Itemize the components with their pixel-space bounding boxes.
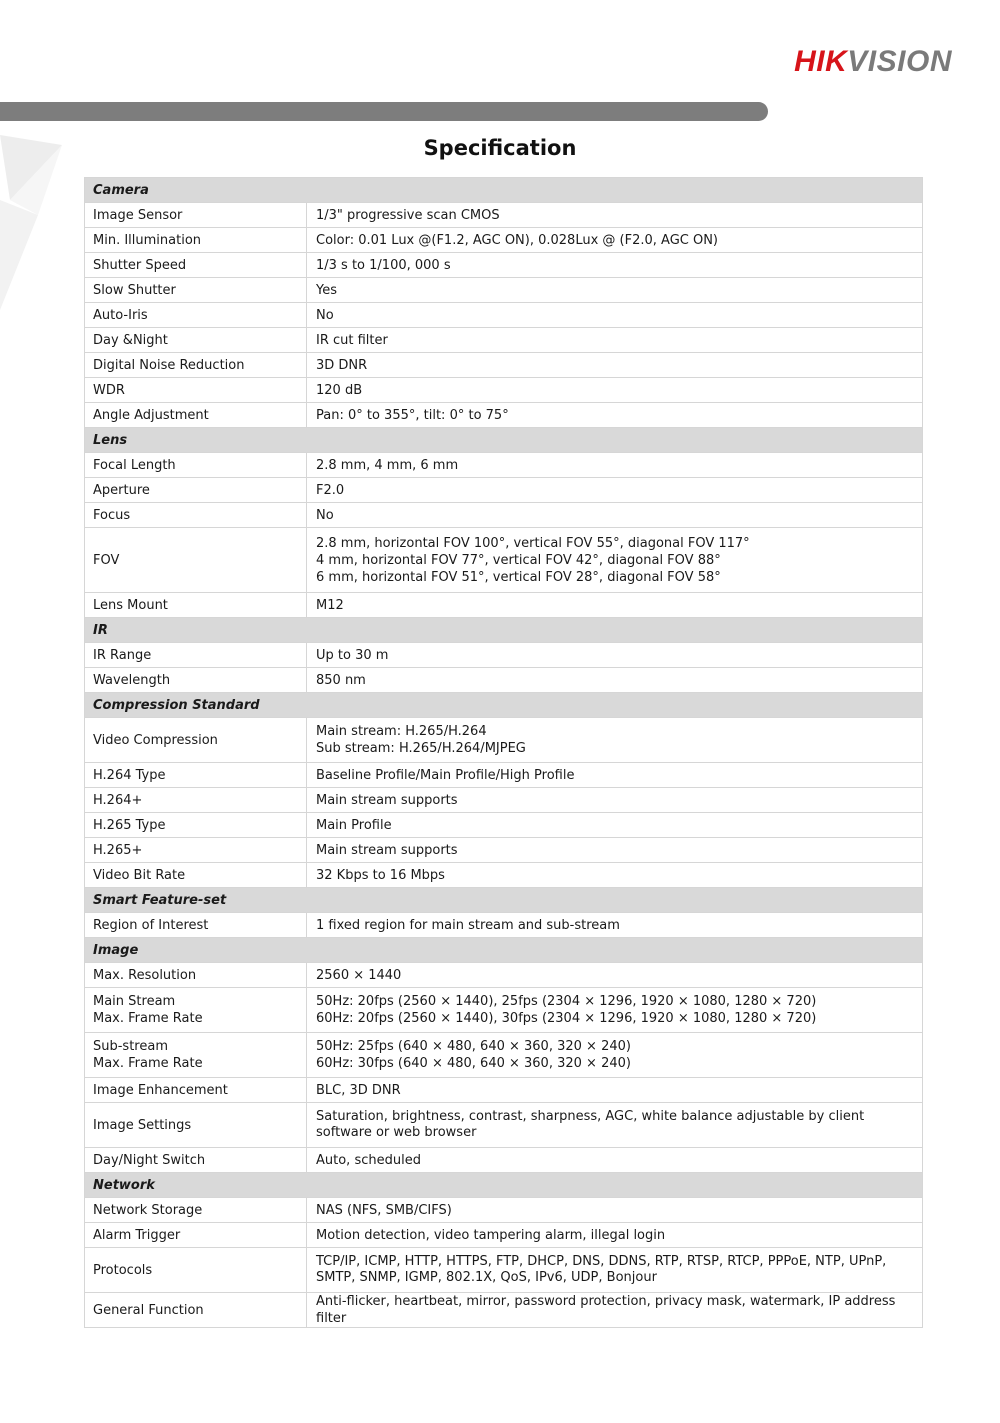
spec-label [85,963,307,988]
spec-value [307,1103,923,1148]
section-header [85,888,923,913]
spec-label-line: Image Enhancement [93,1082,228,1098]
spec-label-line: Main Stream [93,994,176,1009]
spec-value-line: F2.0 [316,482,345,498]
spec-value [307,1248,923,1293]
spec-label-line: Lens Mount [93,597,168,613]
spec-row [85,303,923,328]
spec-label-line: Alarm Trigger [93,1227,181,1243]
header-bar [0,102,768,121]
logo-part-hik: HIK [794,45,848,78]
spec-label [85,478,307,503]
spec-value [307,528,923,593]
spec-value [307,1078,923,1103]
spec-label-line: Day &Night [93,332,168,348]
spec-label [85,278,307,303]
spec-label [85,1248,307,1293]
spec-value [307,203,923,228]
spec-row [85,838,923,863]
spec-label [85,1103,307,1148]
spec-value-line: NAS (NFS, SMB/CIFS) [316,1202,452,1218]
spec-label-line: H.265 Type [93,817,166,833]
spec-label [85,453,307,478]
spec-label-line: Image Settings [93,1117,192,1133]
spec-label [85,813,307,838]
spec-value [307,763,923,788]
spec-value-line: Up to 30 m [316,647,389,663]
spec-row [85,253,923,278]
spec-row [85,593,923,618]
spec-row [85,228,923,253]
spec-value-line: Main stream supports [316,792,458,808]
spec-row [85,403,923,428]
spec-label-line: Focus [93,507,131,523]
spec-label-line: H.264 Type [93,767,166,783]
spec-row [85,1078,923,1103]
spec-value-line: 32 Kbps to 16 Mbps [316,867,445,883]
spec-row [85,278,923,303]
spec-label [85,303,307,328]
spec-value [307,328,923,353]
spec-value-line: Color: 0.01 Lux @(F1.2, AGC ON), 0.028Lux @ (F2.0, AGC ON) [316,232,719,248]
spec-label [85,863,307,888]
spec-value [307,453,923,478]
spec-label [85,203,307,228]
spec-value-line: TCP/IP, ICMP, HTTP, HTTPS, FTP, DHCP, DNS, DDNS, RTP, RTSP, RTCP, PPPoE, NTP, UPnP, SMTP, SNMP, IGMP, 802.1X, QoS, IPv6, UDP, Bonjour [316,1254,887,1285]
spec-value [307,668,923,693]
spec-value [307,813,923,838]
spec-value-line: 50Hz: 20fps (2560 × 1440), 25fps (2304 × 1296, 1920 × 1080, 1280 × 720) [316,994,817,1009]
spec-label [85,668,307,693]
spec-value [307,593,923,618]
spec-label-line: Slow Shutter [93,282,176,298]
spec-value [307,253,923,278]
spec-value-line: 3D DNR [316,357,368,373]
spec-row [85,1198,923,1223]
spec-label-line: Protocols [93,1262,153,1278]
spec-label [85,1033,307,1078]
spec-row [85,503,923,528]
spec-value-line: 6 mm, horizontal FOV 51°, vertical FOV 28°, diagonal FOV 58° [316,569,721,585]
spec-label [85,838,307,863]
spec-value [307,1198,923,1223]
spec-value-line: 4 mm, horizontal FOV 77°, vertical FOV 42°, diagonal FOV 88° [316,552,721,568]
spec-row [85,763,923,788]
spec-table [84,177,923,1328]
spec-value-line: Main stream supports [316,842,458,858]
spec-label-line: WDR [93,382,125,398]
section-header [85,693,923,718]
spec-value-line: Saturation, brightness, contrast, sharpness, AGC, white balance adjustable by client software or web browser [316,1109,865,1140]
spec-label [85,378,307,403]
spec-label-line: Region of Interest [93,917,209,933]
section-title: IR [85,618,923,643]
spec-row [85,913,923,938]
spec-label-line: Max. Frame Rate [93,1011,203,1026]
spec-label [85,788,307,813]
spec-label [85,1148,307,1173]
spec-value-line: Main Profile [316,817,392,833]
spec-value [307,988,923,1033]
spec-label [85,328,307,353]
section-title: Compression Standard [85,693,923,718]
spec-value [307,838,923,863]
spec-value-line: 120 dB [316,382,363,398]
spec-value-line: 60Hz: 30fps (640 × 480, 640 × 360, 320 × 240) [316,1056,631,1071]
section-header [85,938,923,963]
spec-label-line: Focal Length [93,457,176,473]
spec-label-line: Video Compression [93,732,218,748]
section-title: Lens [85,428,923,453]
spec-label-line: Angle Adjustment [93,407,209,423]
spec-row [85,1103,923,1148]
spec-row [85,1148,923,1173]
spec-value [307,913,923,938]
spec-row [85,1033,923,1078]
spec-row [85,718,923,763]
spec-value [307,1223,923,1248]
spec-value-line: IR cut filter [316,332,388,348]
spec-row [85,813,923,838]
spec-value-line: Motion detection, video tampering alarm, illegal login [316,1227,666,1243]
spec-label-line: Shutter Speed [93,257,187,273]
spec-value-line: No [316,307,334,323]
spec-label-line: Sub-stream [93,1039,168,1054]
section-header [85,1173,923,1198]
spec-label [85,643,307,668]
spec-label-line: Video Bit Rate [93,867,186,883]
spec-label [85,228,307,253]
spec-label-line: Max. Resolution [93,967,197,983]
spec-label-line: FOV [93,552,120,568]
spec-row [85,328,923,353]
spec-value-line: 850 nm [316,672,366,688]
spec-value-line: 50Hz: 25fps (640 × 480, 640 × 360, 320 × 240) [316,1039,631,1054]
section-title: Camera [85,178,923,203]
spec-value [307,353,923,378]
spec-value-line: Baseline Profile/Main Profile/High Profile [316,767,575,783]
spec-value-line: 60Hz: 20fps (2560 × 1440), 30fps (2304 × 1296, 1920 × 1080, 1280 × 720) [316,1011,817,1026]
spec-label-line: Network Storage [93,1202,203,1218]
spec-label-line: Wavelength [93,672,171,688]
spec-label-line: Min. Illumination [93,232,202,248]
spec-value-line: No [316,507,334,523]
spec-value [307,1293,923,1328]
spec-value [307,303,923,328]
section-title: Network [85,1173,923,1198]
spec-value-line: 1/3" progressive scan CMOS [316,207,500,223]
section-title: Image [85,938,923,963]
spec-row [85,788,923,813]
spec-label-line: General Function [93,1302,204,1318]
spec-label-line: IR Range [93,647,152,663]
spec-value-line: M12 [316,597,344,613]
section-header [85,618,923,643]
section-title: Smart Feature-set [85,888,923,913]
spec-value-line: 2.8 mm, 4 mm, 6 mm [316,457,459,473]
spec-row [85,863,923,888]
spec-value [307,278,923,303]
hikvision-logo [794,45,952,79]
spec-label [85,253,307,278]
spec-value [307,718,923,763]
spec-value [307,643,923,668]
spec-value-line: 2560 × 1440 [316,967,402,983]
spec-value-line: 1/3 s to 1/100, 000 s [316,257,451,273]
spec-label [85,988,307,1033]
spec-label-line: Auto-Iris [93,307,148,323]
spec-value [307,503,923,528]
spec-label [85,593,307,618]
spec-value [307,378,923,403]
spec-value [307,228,923,253]
spec-label [85,1293,307,1328]
spec-value-line: Auto, scheduled [316,1152,421,1168]
spec-row [85,528,923,593]
spec-row [85,988,923,1033]
spec-value [307,403,923,428]
spec-label [85,403,307,428]
spec-label-line: H.264+ [93,792,143,808]
spec-value-line: Yes [316,282,337,298]
spec-value [307,1148,923,1173]
spec-value-line: Sub stream: H.265/H.264/MJPEG [316,741,526,756]
spec-row [85,1223,923,1248]
spec-value-line: Pan: 0° to 355°, tilt: 0° to 75° [316,407,509,423]
spec-value-line: Anti-flicker, heartbeat, mirror, password protection, privacy mask, watermark, IP address filter [316,1294,896,1326]
spec-label-line: Max. Frame Rate [93,1056,203,1071]
spec-label-line: H.265+ [93,842,143,858]
section-header [85,428,923,453]
spec-label [85,1223,307,1248]
spec-label-line: Digital Noise Reduction [93,357,245,373]
spec-row [85,668,923,693]
spec-label [85,718,307,763]
spec-value-line: BLC, 3D DNR [316,1082,401,1098]
spec-label-line: Image Sensor [93,207,183,223]
spec-value [307,963,923,988]
spec-row [85,963,923,988]
logo-part-vision: VISION [847,45,952,78]
spec-row [85,378,923,403]
spec-row [85,478,923,503]
spec-value [307,788,923,813]
spec-value [307,863,923,888]
page-title: Specification [423,136,577,160]
spec-row [85,643,923,668]
spec-row [85,203,923,228]
spec-label [85,528,307,593]
spec-label [85,503,307,528]
spec-row [85,453,923,478]
spec-value [307,478,923,503]
spec-label-line: Aperture [93,482,150,498]
spec-label [85,763,307,788]
spec-value [307,1033,923,1078]
spec-label [85,913,307,938]
spec-row [85,1248,923,1293]
spec-value-line: 1 fixed region for main stream and sub-stream [316,917,620,933]
spec-row [85,353,923,378]
spec-value-line: Main stream: H.265/H.264 [316,724,487,739]
spec-label [85,1198,307,1223]
spec-label [85,1078,307,1103]
section-header [85,178,923,203]
spec-label [85,353,307,378]
spec-label-line: Day/Night Switch [93,1152,206,1168]
spec-value-line: 2.8 mm, horizontal FOV 100°, vertical FOV 55°, diagonal FOV 117° [316,535,750,551]
spec-row [85,1293,923,1328]
